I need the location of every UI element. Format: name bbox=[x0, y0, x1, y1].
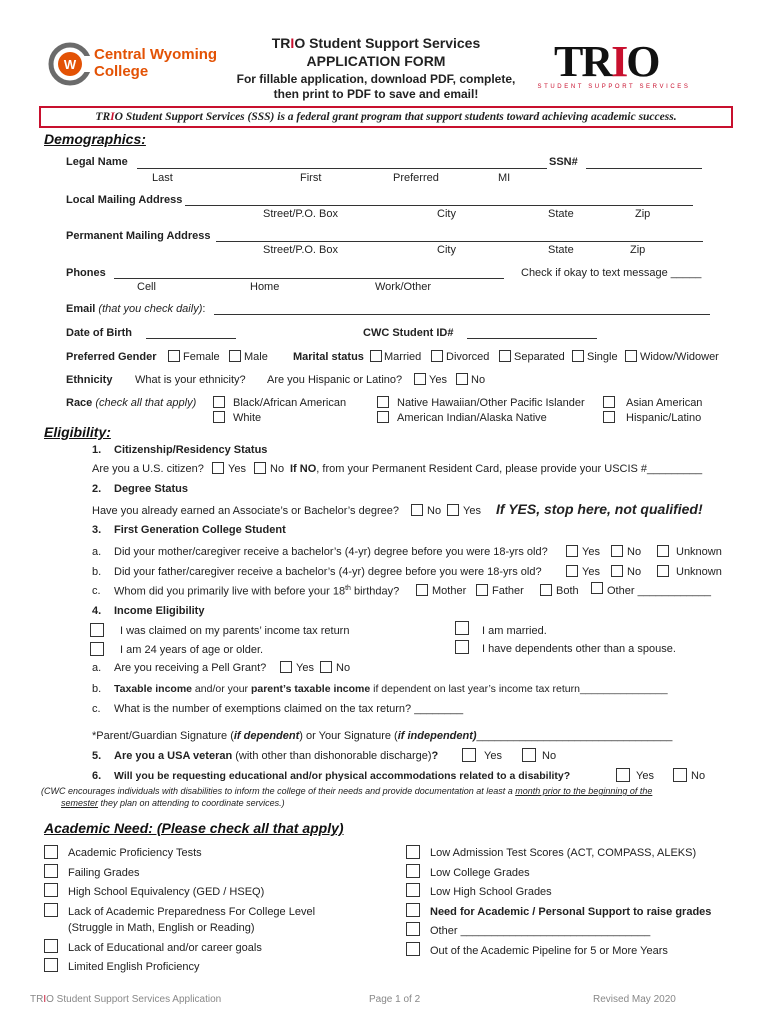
eligibility-heading: Eligibility: bbox=[44, 424, 111, 440]
fill-instructions: For fillable application, download PDF, complete, then print to PDF to save and email! bbox=[236, 72, 516, 101]
q3c-mother-checkbox[interactable] bbox=[416, 584, 428, 596]
cwc-logo-line1: Central Wyoming bbox=[94, 46, 218, 63]
race-black-label: Black/African American bbox=[233, 397, 347, 409]
q4-claimed-label: I was claimed on my parents’ income tax return bbox=[120, 625, 350, 637]
race-asian-label: Asian American bbox=[626, 397, 703, 409]
q4b-letter: b. bbox=[92, 683, 102, 695]
marital-single-label: Single bbox=[587, 351, 618, 363]
cwc-logo-mark bbox=[48, 42, 92, 86]
q3-number: 3. bbox=[92, 524, 102, 536]
q3c-both-checkbox[interactable] bbox=[540, 584, 552, 596]
footer-page-number: Page 1 of 2 bbox=[369, 994, 421, 1005]
race-native-checkbox[interactable] bbox=[377, 411, 389, 423]
gender-male-label: Male bbox=[244, 351, 268, 363]
paddr-city: City bbox=[437, 244, 456, 256]
q4c-letter: c. bbox=[92, 703, 101, 715]
footer-title: TRIO Student Support Services Application bbox=[30, 994, 222, 1005]
q5-question: Are you a USA veteran (with other than dishonorable discharge)? bbox=[114, 750, 439, 762]
marital-widow-label: Widow/Widower bbox=[640, 351, 719, 363]
q3c-question: Whom did you primarily live with before your 18th birthday? bbox=[114, 585, 400, 598]
marital-divorced-label: Divorced bbox=[446, 351, 490, 363]
q3b-unknown-checkbox[interactable] bbox=[657, 565, 669, 577]
q5-number: 5. bbox=[92, 750, 102, 762]
q2-no-label: No bbox=[427, 505, 442, 517]
gender-female-checkbox[interactable] bbox=[168, 350, 180, 362]
q3b-yes-checkbox[interactable] bbox=[566, 565, 578, 577]
cwc-logo-line2: College bbox=[94, 63, 149, 80]
permanent-mailing-field[interactable] bbox=[216, 241, 703, 242]
q3b-yes-label: Yes bbox=[582, 566, 600, 578]
phone-home: Home bbox=[250, 281, 280, 293]
legal-name-field[interactable] bbox=[137, 168, 547, 169]
q3c-both-label: Both bbox=[556, 585, 579, 597]
ssn-field[interactable] bbox=[586, 168, 702, 169]
q3a-no-label: No bbox=[627, 546, 642, 558]
q3a-unknown-label: Unknown bbox=[676, 546, 722, 558]
q3a-yes-label: Yes bbox=[582, 546, 600, 558]
cwc-logo bbox=[48, 40, 238, 90]
q5-no-label: No bbox=[542, 750, 557, 762]
program-banner: TRIO Student Support Services (SSS) is a federal grant program that support students toward achieving academic success. bbox=[39, 106, 733, 128]
paddr-zip: Zip bbox=[630, 244, 646, 256]
name-part-last: Last bbox=[152, 172, 173, 184]
q4a-no-checkbox[interactable] bbox=[320, 661, 332, 673]
q4-dependents-label: I have dependents other than a spouse. bbox=[482, 643, 676, 655]
q4a-no-label: No bbox=[336, 662, 351, 674]
name-part-first: First bbox=[300, 172, 322, 184]
q2-question: Have you already earned an Associate’s or Bachelor’s degree? bbox=[92, 505, 399, 517]
ethnicity-label: Ethnicity bbox=[66, 374, 113, 386]
q5-no-checkbox[interactable] bbox=[522, 748, 536, 762]
paddr-street: Street/P.O. Box bbox=[263, 244, 339, 256]
signature-line[interactable]: *Parent/Guardian Signature (if dependent) or Your Signature (if independent)________________________________ bbox=[92, 730, 673, 742]
q2-stop-warning: If YES, stop here, not qualified! bbox=[496, 501, 703, 517]
acad-proficiency-label: Academic Proficiency Tests bbox=[68, 847, 202, 859]
q4b-question: Taxable income and/or your parent’s taxable income if dependent on last year’s income tax return_______________ bbox=[114, 683, 668, 695]
paddr-state: State bbox=[548, 244, 574, 256]
student-id-label: CWC Student ID# bbox=[363, 327, 454, 339]
q3-title: First Generation College Student bbox=[114, 524, 286, 536]
trio-logo: TRIO STUDENT SUPPORT SERVICES bbox=[534, 40, 694, 94]
race-label: Race (check all that apply) bbox=[66, 397, 197, 409]
q3a-question: Did your mother/caregiver receive a bachelor’s (4-yr) degree before you were 18-yrs old? bbox=[114, 546, 548, 558]
race-pacific-label: Native Hawaiian/Other Pacific Islander bbox=[397, 397, 585, 409]
q4-age-checkbox[interactable] bbox=[90, 642, 104, 656]
phones-label: Phones bbox=[66, 267, 106, 279]
phones-field[interactable] bbox=[114, 278, 504, 279]
q3b-no-checkbox[interactable] bbox=[611, 565, 623, 577]
q1-no-checkbox[interactable] bbox=[254, 462, 266, 474]
phone-cell: Cell bbox=[137, 281, 156, 293]
form-subtitle: APPLICATION FORM bbox=[306, 53, 446, 69]
ssn-label: SSN# bbox=[549, 156, 578, 168]
q3c-father-label: Father bbox=[492, 585, 524, 597]
q6-no-label: No bbox=[691, 770, 706, 782]
email-label: Email (that you check daily): bbox=[66, 303, 206, 315]
acad-hs-grades-checkbox[interactable] bbox=[406, 883, 420, 897]
acad-pipeline-label: Out of the Academic Pipeline for 5 or More Years bbox=[430, 945, 668, 957]
legal-name-label: Legal Name bbox=[66, 156, 128, 168]
footer-revised: Revised May 2020 bbox=[593, 994, 676, 1005]
marital-separated-label: Separated bbox=[514, 351, 565, 363]
race-pacific-checkbox[interactable] bbox=[377, 396, 389, 408]
q3c-letter: c. bbox=[92, 585, 101, 597]
acad-goals-checkbox[interactable] bbox=[44, 939, 58, 953]
addr-street: Street/P.O. Box bbox=[263, 208, 339, 220]
demographics-heading: Demographics: bbox=[44, 131, 146, 147]
q1-yes-label: Yes bbox=[228, 463, 246, 475]
acad-hse-label: High School Equivalency (GED / HSEQ) bbox=[68, 886, 265, 898]
q4-claimed-checkbox[interactable] bbox=[90, 623, 104, 637]
q4-number: 4. bbox=[92, 605, 102, 617]
acad-other-checkbox[interactable] bbox=[406, 922, 420, 936]
q4a-question: Are you receiving a Pell Grant? bbox=[114, 662, 267, 674]
q4c-question: What is the number of exemptions claimed on the tax return? ________ bbox=[114, 703, 464, 715]
pref-gender-label: Preferred Gender bbox=[66, 351, 157, 363]
marital-single-checkbox[interactable] bbox=[572, 350, 584, 362]
q4a-yes-checkbox[interactable] bbox=[280, 661, 292, 673]
acad-preparedness-checkbox[interactable] bbox=[44, 903, 58, 917]
addr-zip: Zip bbox=[635, 208, 651, 220]
acad-proficiency-checkbox[interactable] bbox=[44, 845, 58, 859]
q4-married-label: I am married. bbox=[482, 625, 547, 637]
q4-married-checkbox[interactable] bbox=[455, 621, 469, 635]
q3a-no-checkbox[interactable] bbox=[611, 545, 623, 557]
hispanic-no-label: No bbox=[471, 374, 486, 386]
acad-preparedness-sub: (Struggle in Math, English or Reading) bbox=[68, 922, 255, 934]
q3b-question: Did your father/caregiver receive a bachelor’s (4-yr) degree before you were 18-yrs old? bbox=[114, 566, 542, 578]
race-native-label: American Indian/Alaska Native bbox=[397, 412, 547, 424]
ethnicity-question: What is your ethnicity? bbox=[135, 374, 246, 386]
q1-title: Citizenship/Residency Status bbox=[114, 444, 268, 456]
q6-yes-label: Yes bbox=[636, 770, 654, 782]
q5-yes-label: Yes bbox=[484, 750, 502, 762]
q3c-other-label: Other ____________ bbox=[607, 585, 711, 597]
acad-college-grades-checkbox[interactable] bbox=[406, 864, 420, 878]
q3b-no-label: No bbox=[627, 566, 642, 578]
marital-married-checkbox[interactable] bbox=[370, 350, 382, 362]
hispanic-yes-label: Yes bbox=[429, 374, 447, 386]
hispanic-yes-checkbox[interactable] bbox=[414, 373, 426, 385]
q6-question: Will you be requesting educational and/or physical accommodations related to a disability? bbox=[114, 770, 571, 782]
marital-separated-checkbox[interactable] bbox=[499, 350, 511, 362]
q6-yes-checkbox[interactable] bbox=[616, 768, 630, 782]
marital-widow-checkbox[interactable] bbox=[625, 350, 637, 362]
q5-yes-checkbox[interactable] bbox=[462, 748, 476, 762]
q2-number: 2. bbox=[92, 483, 102, 495]
hispanic-no-checkbox[interactable] bbox=[456, 373, 468, 385]
acad-support-checkbox[interactable] bbox=[406, 903, 420, 917]
q3c-other-checkbox[interactable] bbox=[591, 582, 603, 594]
q1-question: Are you a U.S. citizen? bbox=[92, 463, 204, 475]
q3b-unknown-label: Unknown bbox=[676, 566, 722, 578]
gender-female-label: Female bbox=[183, 351, 220, 363]
acad-goals-label: Lack of Educational and/or career goals bbox=[68, 942, 262, 954]
q1-no-label: No bbox=[270, 463, 285, 475]
acad-admission-label: Low Admission Test Scores (ACT, COMPASS, ALEKS) bbox=[430, 847, 697, 859]
marital-label: Marital status bbox=[293, 351, 364, 363]
q1-if-no-text: If NO, from your Permanent Resident Card, please provide your USCIS #_________ bbox=[290, 463, 703, 475]
addr-state: State bbox=[548, 208, 574, 220]
marital-divorced-checkbox[interactable] bbox=[431, 350, 443, 362]
q3a-yes-checkbox[interactable] bbox=[566, 545, 578, 557]
q4a-yes-label: Yes bbox=[296, 662, 314, 674]
permanent-mailing-label: Permanent Mailing Address bbox=[66, 230, 211, 242]
acad-support-label: Need for Academic / Personal Support to raise grades bbox=[430, 906, 712, 918]
phone-work: Work/Other bbox=[375, 281, 432, 293]
q2-title: Degree Status bbox=[114, 483, 188, 495]
q1-number: 1. bbox=[92, 444, 102, 456]
q2-yes-checkbox[interactable] bbox=[447, 504, 459, 516]
gender-male-checkbox[interactable] bbox=[229, 350, 241, 362]
disability-note: (CWC encourages individuals with disabilities to inform the college of their needs and provide documentation at least a month prior to the beginning of the semester they plan on attending to coordinate services.) bbox=[41, 786, 653, 808]
q4a-letter: a. bbox=[92, 662, 102, 674]
acad-admission-checkbox[interactable] bbox=[406, 845, 420, 859]
acad-hse-checkbox[interactable] bbox=[44, 883, 58, 897]
acad-other-label[interactable]: Other _______________________________ bbox=[430, 925, 651, 937]
q1-yes-checkbox[interactable] bbox=[212, 462, 224, 474]
acad-english-label: Limited English Proficiency bbox=[68, 961, 200, 973]
q3b-letter: b. bbox=[92, 566, 102, 578]
trio-logo-tagline: STUDENT SUPPORT SERVICES bbox=[537, 84, 691, 90]
local-mailing-field[interactable] bbox=[185, 205, 693, 206]
race-white-checkbox[interactable] bbox=[213, 411, 225, 423]
dob-label: Date of Birth bbox=[66, 327, 132, 339]
academic-need-heading: Academic Need: (Please check all that apply) bbox=[44, 820, 344, 836]
banner-text: Student Support Services (SSS) is a federal grant program that support students toward achieving academic success. bbox=[122, 111, 677, 123]
svg-text:W: W bbox=[63, 57, 77, 72]
hispanic-question: Are you Hispanic or Latino? bbox=[267, 374, 403, 386]
acad-pipeline-checkbox[interactable] bbox=[406, 942, 420, 956]
q4-dependents-checkbox[interactable] bbox=[455, 640, 469, 654]
q2-yes-label: Yes bbox=[463, 505, 481, 517]
dob-field[interactable] bbox=[146, 338, 236, 339]
q4-age-label: I am 24 years of age or older. bbox=[120, 644, 264, 656]
acad-preparedness-label: Lack of Academic Preparedness For College Level bbox=[68, 906, 316, 918]
cwc-logo-name bbox=[94, 46, 217, 80]
race-white-label: White bbox=[233, 412, 262, 424]
q3c-father-checkbox[interactable] bbox=[476, 584, 488, 596]
email-field[interactable] bbox=[214, 314, 710, 315]
race-hispanic-checkbox[interactable] bbox=[603, 411, 615, 423]
q3c-mother-label: Mother bbox=[432, 585, 467, 597]
acad-failing-label: Failing Grades bbox=[68, 867, 140, 879]
q2-no-checkbox[interactable] bbox=[411, 504, 423, 516]
race-hispanic-label: Hispanic/Latino bbox=[626, 412, 702, 424]
q4-title: Income Eligibility bbox=[114, 605, 205, 617]
acad-college-grades-label: Low College Grades bbox=[430, 867, 530, 879]
local-mailing-label: Local Mailing Address bbox=[66, 194, 183, 206]
q6-number: 6. bbox=[92, 770, 102, 782]
name-part-mi: MI bbox=[498, 172, 511, 184]
page-title: TRIO Student Support Services APPLICATION FORM bbox=[236, 34, 516, 70]
q6-no-checkbox[interactable] bbox=[673, 768, 687, 782]
race-asian-checkbox[interactable] bbox=[603, 396, 615, 408]
marital-married-label: Married bbox=[384, 351, 422, 363]
name-part-preferred: Preferred bbox=[393, 172, 439, 184]
student-id-field[interactable] bbox=[467, 338, 597, 339]
race-black-checkbox[interactable] bbox=[213, 396, 225, 408]
acad-english-checkbox[interactable] bbox=[44, 958, 58, 972]
q3a-unknown-checkbox[interactable] bbox=[657, 545, 669, 557]
acad-failing-checkbox[interactable] bbox=[44, 864, 58, 878]
addr-city: City bbox=[437, 208, 456, 220]
text-ok-label[interactable]: Check if okay to text message _____ bbox=[521, 267, 702, 279]
acad-hs-grades-label: Low High School Grades bbox=[430, 886, 552, 898]
q3a-letter: a. bbox=[92, 546, 102, 558]
